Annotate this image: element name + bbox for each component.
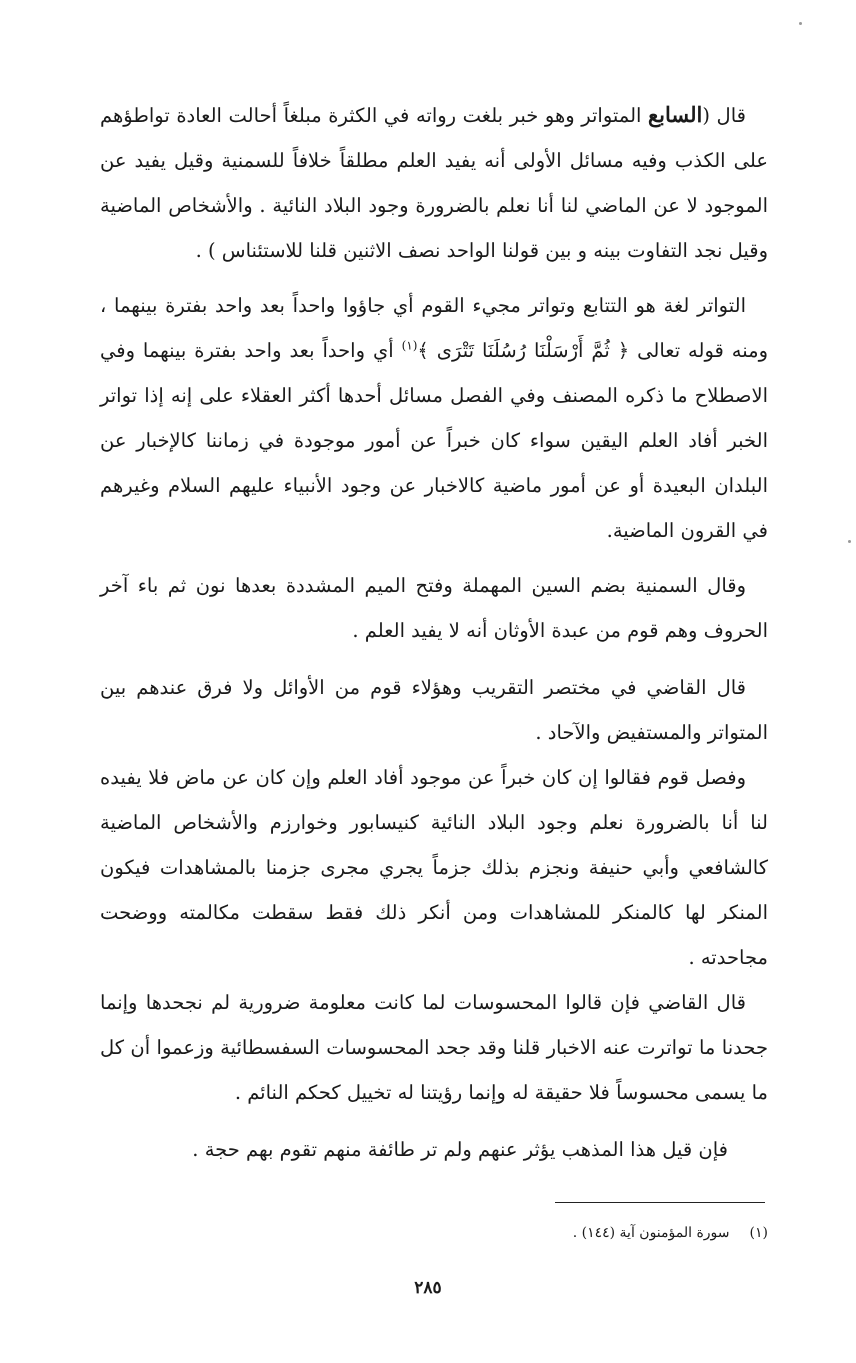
scan-speck xyxy=(848,540,851,543)
footnote-text: سورة المؤمنون آية (١٤٤) . xyxy=(572,1225,730,1241)
bold-term: السابع xyxy=(647,102,703,127)
paragraph-2-after: أي واحداً بعد واحد بفترة بينهما وفي الاصطلاح ما ذكره المصنف وفي الفصل مسائل أحدها أكثر العقلاء على إنه إذا تواتر الخبر أفاد العلم اليقين سواء كان خبراً عن أمور موجودة في زماننا كالإخبار عن البلدان البعيدة أو عن أمور ماضية كالاخبار عن وجود الأنبياء عليهم السلام وغيرهم في القرون الماضية. xyxy=(100,339,768,542)
paragraph-1-lead: قال ( xyxy=(702,104,746,127)
footnote-divider xyxy=(555,1202,765,1203)
main-text xyxy=(100,92,768,1176)
paragraph-4: قال القاضي في مختصر التقريب وهؤلاء قوم من الأوائل ولا فرق عندهم بين المتواتر والمستفيض والآحاد . xyxy=(100,676,768,744)
scan-speck xyxy=(799,22,802,25)
paragraph-5: وفصل قوم فقالوا إن كان خبراً عن موجود أفاد العلم وإن كان عن ماض فلا يفيده لنا أنا بالضرورة نعلم وجود البلاد النائية كنيسابور وخوارزم والأشخاص الماضية كالشافعي وأبي حنيفة ونجزم بذلك جزماً يجري مجرى جزمنا بالمشاهدات فيكون المنكر لها كالمنكر للمشاهدات ومن أنكر ذلك فقط سقطت مكالمته ووضحت مجاحدته . xyxy=(100,766,768,969)
quran-verse: ﴿ ثُمَّ أَرْسَلْنَا رُسُلَنَا تَتْرَى ﴾ xyxy=(417,339,630,362)
footnote xyxy=(573,1221,768,1245)
paragraph-3: وقال السمنية بضم السين المهملة وفتح الميم المشددة بعدها نون ثم باء آخر الحروف وهم قوم من عبدة الأوثان أنه لا يفيد العلم . xyxy=(100,574,768,642)
footnote-number: (١) xyxy=(749,1225,768,1241)
paragraph-6: قال القاضي فإن قالوا المحسوسات لما كانت معلومة ضرورية لم نجحدها وإنما جحدنا ما تواترت عنه الاخبار قلنا وقد جحد المحسوسات السفسطائية وزعموا أن كل ما يسمى محسوساً فلا حقيقة له وإنما رؤيتنا له تخييل كحكم النائم . xyxy=(100,991,768,1104)
paragraph-2-before: التواتر لغة هو التتابع وتواتر مجيء القوم أي جاؤوا واحداً بعد واحد بفترة بينهما ، ومنه قوله تعالى xyxy=(100,294,768,362)
paragraph-2 xyxy=(100,283,768,553)
paragraph-7: فإن قيل هذا المذهب يؤثر عنهم ولم تر طائفة منهم تقوم بهم حجة . xyxy=(192,1138,728,1161)
footnote-reference: (١) xyxy=(401,338,418,353)
page-number: ٢٨٥ xyxy=(414,1278,442,1298)
paragraph-1 xyxy=(100,92,768,273)
paragraph-1-text: المتواتر وهو خبر بلغت رواته في الكثرة مبلغاً أحالت العادة تواطؤهم على الكذب وفيه مسائل الأولى أنه يفيد العلم مطلقاً خلافاً للسمنية وقيل يفيد عن الموجود لا عن الماضي لنا أنا نعلم بالضرورة وجود البلاد النائية . والأشخاص الماضية وقيل نجد التفاوت بينه و بين قولنا الواحد نصف الاثنين قلنا للاستئناس ) . xyxy=(100,104,768,262)
